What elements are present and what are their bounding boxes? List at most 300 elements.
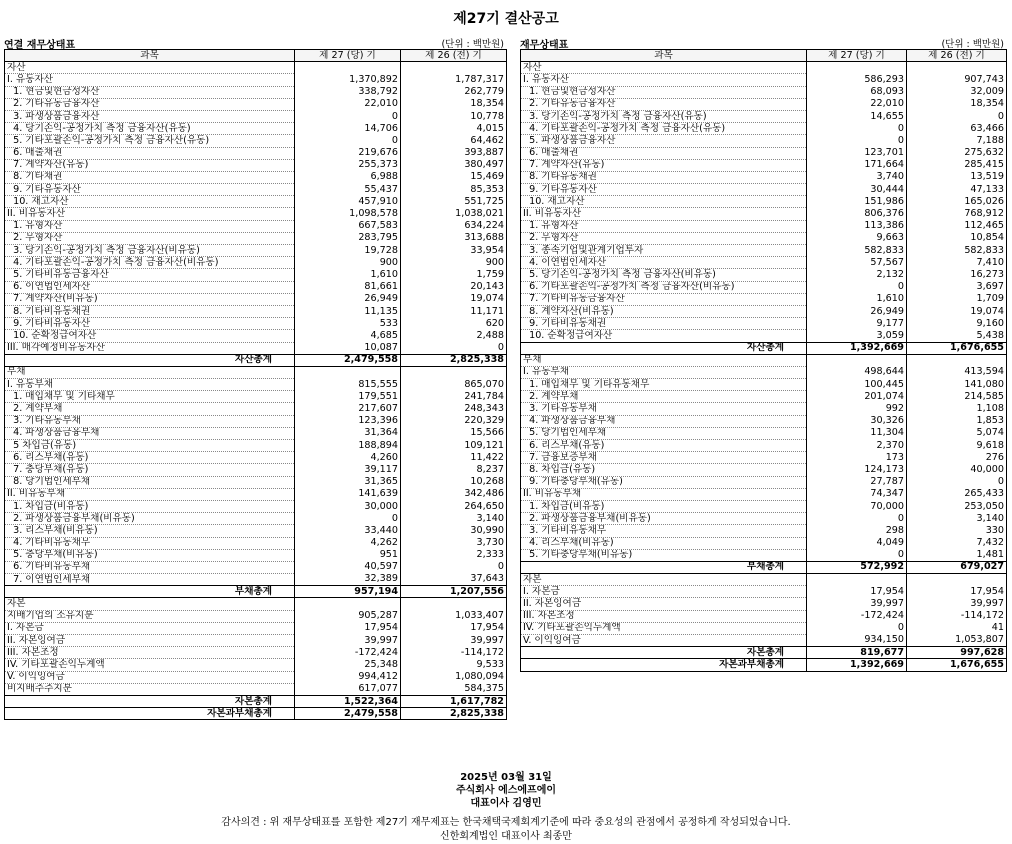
prior-period-cell: 0 [401,342,507,354]
table-row [521,293,1007,305]
account-cell: 3. 리스부채(비유동) [5,525,295,537]
current-period-cell: 1,392,669 [807,659,907,671]
current-period-cell: 0 [807,513,907,525]
table-row [5,452,507,464]
account-cell: 부채총계 [521,561,807,573]
current-period-cell: 6,988 [295,171,401,183]
current-period-cell: 0 [807,123,907,135]
prior-period-cell: 220,329 [401,415,507,427]
current-period-cell: 26,949 [295,293,401,305]
prior-period-cell: 10,778 [401,110,507,122]
table-row [5,537,507,549]
ceo-name: 대표이사 김영민 [470,798,542,809]
account-cell: 1. 유형자산 [521,220,807,232]
prior-period-cell: 620 [401,318,507,330]
table-row [521,98,1007,110]
company-name: 주식회사 에스에프에이 [455,785,557,796]
table-row [521,427,1007,439]
account-cell: 2. 무형자산 [5,232,295,244]
table-row [521,598,1007,610]
prior-period-cell: 2,825,338 [401,708,507,720]
account-cell: 5. 파생상품금융자산 [521,135,807,147]
account-cell: 6. 기타비유동부채 [5,561,295,573]
current-period-cell: 2,370 [807,440,907,452]
table-row [5,635,507,647]
table-row [521,452,1007,464]
prior-period-cell: -114,172 [907,610,1007,622]
account-cell: V. 이익잉여금 [521,635,807,647]
current-period-cell: 123,701 [807,147,907,159]
table-row [5,208,507,220]
current-period-cell [807,574,907,586]
current-period-cell: 81,661 [295,281,401,293]
account-cell: II. 자본잉여금 [521,598,807,610]
account-cell: III. 자본조정 [521,610,807,622]
table-row [5,647,507,659]
prior-period-cell: 1,207,556 [401,586,507,598]
total-row [5,695,507,707]
account-cell: 3. 기타유동부채 [5,415,295,427]
account-cell: III. 자본조정 [5,647,295,659]
prior-period-cell: 141,080 [907,379,1007,391]
announcement-date: 2025년 03월 31일 [460,772,552,783]
table-row [5,196,507,208]
current-period-cell: 1,392,669 [807,342,907,354]
table-row [521,245,1007,257]
prior-period-cell [907,354,1007,366]
current-period-cell: 22,010 [807,98,907,110]
table-row [5,257,507,269]
current-period-cell: 113,386 [807,220,907,232]
prior-period-cell: 20,143 [401,281,507,293]
table-row [5,500,507,512]
current-period-cell: 4,260 [295,452,401,464]
account-cell: 5. 기타포괄손익-공정가치 측정 금융자산(유동) [5,135,295,147]
current-period-cell: 2,479,558 [295,354,401,366]
account-cell: 자본총계 [521,647,807,659]
table-row [5,513,507,525]
prior-period-cell: 0 [401,561,507,573]
section-row [5,366,507,378]
current-period-cell: 4,049 [807,537,907,549]
current-period-cell: 0 [807,135,907,147]
table-row [5,440,507,452]
prior-period-cell: 997,628 [907,647,1007,659]
current-period-cell: 55,437 [295,184,401,196]
prior-period-cell: 393,887 [401,147,507,159]
prior-period-cell: 265,433 [907,488,1007,500]
current-period-cell: 188,894 [295,440,401,452]
table-row [521,184,1007,196]
prior-period-cell: 2,825,338 [401,354,507,366]
account-cell: 1. 차입금(비유동) [5,500,295,512]
current-period-cell: 0 [295,513,401,525]
account-cell: 6. 매출채권 [5,147,295,159]
separate-heading: 재무상태표 [520,40,569,51]
table-row [521,476,1007,488]
account-cell: 7. 금융보증부채 [521,452,807,464]
separate-unit: (단위 : 백만원) [941,39,1004,50]
account-cell: I. 자본금 [521,586,807,598]
account-cell: 1. 매입채무 및 기타유동채무 [521,379,807,391]
account-cell: 8. 계약자산(비유동) [521,305,807,317]
account-cell: I. 유동부채 [521,366,807,378]
table-row [5,245,507,257]
current-period-cell: 0 [807,281,907,293]
current-period-cell: 582,833 [807,245,907,257]
prior-period-cell: 1,108 [907,403,1007,415]
current-period-cell: 457,910 [295,196,401,208]
current-period-cell: -172,424 [295,647,401,659]
prior-period-cell: 276 [907,452,1007,464]
prior-period-cell: 33,954 [401,245,507,257]
table-row [5,98,507,110]
prior-period-cell: 11,171 [401,305,507,317]
prior-period-cell: 41 [907,622,1007,634]
table-row [521,147,1007,159]
table-row [5,379,507,391]
current-period-cell: 900 [295,257,401,269]
current-period-cell: 957,194 [295,586,401,598]
prior-period-cell: 40,000 [907,464,1007,476]
table-row [521,391,1007,403]
section-row [521,62,1007,74]
prior-period-cell: 5,438 [907,330,1007,342]
table-row [521,622,1007,634]
total-row [5,354,507,366]
account-cell: 3. 기타유동부채 [521,403,807,415]
account-cell: 10. 순확정급여자산 [5,330,295,342]
table-row [5,488,507,500]
section-row [5,62,507,74]
account-cell: 1. 현금및현금성자산 [521,86,807,98]
table-row [521,586,1007,598]
table-row [521,379,1007,391]
prior-period-cell: 37,643 [401,574,507,586]
page-title: 제27기 결산공고 [453,11,559,27]
table-row [5,671,507,683]
current-period-cell: 26,949 [807,305,907,317]
table-row [5,220,507,232]
consolidated-balance-sheet [4,36,506,720]
table-row [5,171,507,183]
current-period-cell: 1,610 [295,269,401,281]
table-row [521,318,1007,330]
current-period-cell: 1,098,578 [295,208,401,220]
account-cell: 1. 유형자산 [5,220,295,232]
table-row [521,135,1007,147]
table-row [521,220,1007,232]
table-row [5,549,507,561]
table-row [521,86,1007,98]
table-row [521,305,1007,317]
separate-table [520,49,1007,672]
account-cell: 3. 당기손익-공정가치 측정 금융자산(유동) [521,110,807,122]
table-row [5,330,507,342]
prior-period-cell [907,574,1007,586]
current-period-cell: 3,059 [807,330,907,342]
prior-period-cell: 19,074 [401,293,507,305]
table-row [5,281,507,293]
current-period-cell: 533 [295,318,401,330]
current-period-cell: 992 [807,403,907,415]
prior-period-cell: 4,015 [401,123,507,135]
current-period-cell: 2,479,558 [295,708,401,720]
prior-period-cell: 2,488 [401,330,507,342]
account-cell: IV. 기타포괄손익누계액 [521,622,807,634]
prior-period-cell: 13,519 [907,171,1007,183]
prior-period-cell: 1,038,021 [401,208,507,220]
current-period-cell: 951 [295,549,401,561]
current-period-cell: 151,986 [807,196,907,208]
prior-period-cell: 1,787,317 [401,74,507,86]
current-period-cell: 201,074 [807,391,907,403]
account-cell: 6. 매출채권 [521,147,807,159]
account-cell: 9. 기타충당부채(유동) [521,476,807,488]
account-cell: 8. 기타비유동채권 [5,305,295,317]
prior-period-cell: 3,730 [401,537,507,549]
account-cell: 7. 계약자산(유동) [5,159,295,171]
current-period-cell: 123,396 [295,415,401,427]
total-row [521,342,1007,354]
current-period-cell: 11,304 [807,427,907,439]
prior-period-cell: 1,853 [907,415,1007,427]
current-period-cell: 14,655 [807,110,907,122]
table-row [521,123,1007,135]
account-cell: II. 비유동부채 [5,488,295,500]
account-cell: 4. 기타비유동채무 [5,537,295,549]
account-cell: 7. 계약자산(유동) [521,159,807,171]
current-period-cell: 806,376 [807,208,907,220]
table-row [5,269,507,281]
prior-period-cell: 380,497 [401,159,507,171]
current-period-cell: 10,087 [295,342,401,354]
table-row [521,366,1007,378]
current-period-cell: 100,445 [807,379,907,391]
total-row [521,647,1007,659]
prior-period-cell: 63,466 [907,123,1007,135]
prior-period-cell: 39,997 [401,635,507,647]
current-period-cell: 815,555 [295,379,401,391]
account-cell: I. 유동부채 [5,379,295,391]
prior-period-cell: 9,618 [907,440,1007,452]
current-period-cell: 9,177 [807,318,907,330]
account-cell: 10. 재고자산 [5,196,295,208]
table-row [5,574,507,586]
table-row [5,86,507,98]
table-row [5,464,507,476]
table-row [521,208,1007,220]
prior-period-cell: 342,486 [401,488,507,500]
consolidated-header-row [5,50,507,62]
prior-period-cell: 19,074 [907,305,1007,317]
prior-period-cell: 1,053,807 [907,635,1007,647]
current-period-cell: 1,610 [807,293,907,305]
section-row [521,574,1007,586]
current-period-cell: 179,551 [295,391,401,403]
prior-period-cell: 214,585 [907,391,1007,403]
table-row [5,184,507,196]
account-cell: 2. 기타유동금융자산 [5,98,295,110]
prior-period-cell: 7,188 [907,135,1007,147]
current-period-cell: 39,117 [295,464,401,476]
table-row [5,561,507,573]
table-row [5,293,507,305]
account-cell: 8. 당기법인세부채 [5,476,295,488]
current-period-cell: 22,010 [295,98,401,110]
prior-period-cell: 275,632 [907,147,1007,159]
table-row [521,415,1007,427]
account-cell: II. 비유동부채 [521,488,807,500]
current-period-cell: 994,412 [295,671,401,683]
prior-period-cell: 313,688 [401,232,507,244]
prior-period-cell [401,62,507,74]
table-row [521,488,1007,500]
prior-period-cell: 768,912 [907,208,1007,220]
current-period-cell: -172,424 [807,610,907,622]
account-cell: 8. 기타채권 [5,171,295,183]
total-row [5,586,507,598]
current-period-cell: 30,326 [807,415,907,427]
account-cell: 4. 파생상품금융부채 [521,415,807,427]
table-row [521,635,1007,647]
prior-period-cell: 112,465 [907,220,1007,232]
account-cell: 6. 이연법인세자산 [5,281,295,293]
account-cell: V. 이익잉여금 [5,671,295,683]
account-cell: 9. 기타유동자산 [521,184,807,196]
account-cell: 10. 순확정급여자산 [521,330,807,342]
table-row [5,683,507,695]
account-cell: 4. 파생상품금융부채 [5,427,295,439]
account-cell: III. 매각예정비유동자산 [5,342,295,354]
account-cell: 4. 리스부채(비유동) [521,537,807,549]
account-cell: 5 차입금(유동) [5,440,295,452]
current-period-cell: 171,664 [807,159,907,171]
table-row [5,342,507,354]
current-period-cell: 283,795 [295,232,401,244]
column-header-account: 과목 [521,50,807,62]
table-row [5,525,507,537]
prior-period-cell: 1,481 [907,549,1007,561]
account-cell: I. 유동자산 [5,74,295,86]
account-cell: 6. 기타포괄손익-공정가치 측정 금융자산(비유동) [521,281,807,293]
account-cell: 10. 재고자산 [521,196,807,208]
current-period-cell: 819,677 [807,647,907,659]
account-cell: 5. 충당부채(비유동) [5,549,295,561]
account-cell: 비지배주주지분 [5,683,295,695]
prior-period-cell: 3,140 [907,513,1007,525]
account-cell: 7. 충당부채(유동) [5,464,295,476]
account-cell: 자본과부채총계 [521,659,807,671]
current-period-cell [295,62,401,74]
account-cell: I. 유동자산 [521,74,807,86]
current-period-cell: 39,997 [807,598,907,610]
account-cell: 2. 파생상품금융부채(비유동) [5,513,295,525]
table-row [521,549,1007,561]
prior-period-cell: 330 [907,525,1007,537]
prior-period-cell: 9,533 [401,659,507,671]
table-row [521,500,1007,512]
account-cell: 부채총계 [5,586,295,598]
current-period-cell: 32,389 [295,574,401,586]
prior-period-cell: 3,697 [907,281,1007,293]
table-row [5,659,507,671]
prior-period-cell: 18,354 [907,98,1007,110]
current-period-cell [807,354,907,366]
table-row [5,232,507,244]
current-period-cell: 255,373 [295,159,401,171]
current-period-cell: 572,992 [807,561,907,573]
account-cell: 1. 현금및현금성자산 [5,86,295,98]
prior-period-cell: 679,027 [907,561,1007,573]
account-cell: 부채 [5,366,295,378]
current-period-cell: 11,135 [295,305,401,317]
prior-period-cell: 39,997 [907,598,1007,610]
current-period-cell: 31,364 [295,427,401,439]
account-cell: 9. 기타비유동자산 [5,318,295,330]
prior-period-cell: 262,779 [401,86,507,98]
current-period-cell: 33,440 [295,525,401,537]
prior-period-cell: 7,410 [907,257,1007,269]
total-row [521,659,1007,671]
current-period-cell: 30,444 [807,184,907,196]
prior-period-cell: 0 [907,110,1007,122]
consolidated-unit: (단위 : 백만원) [441,39,504,50]
prior-period-cell: 1,080,094 [401,671,507,683]
table-row [521,464,1007,476]
current-period-cell: 0 [295,135,401,147]
account-cell: 9. 기타유동자산 [5,184,295,196]
consolidated-table [4,49,507,720]
account-cell: 2. 계약부채 [521,391,807,403]
prior-period-cell: 248,343 [401,403,507,415]
current-period-cell: 14,706 [295,123,401,135]
account-cell: 9. 기타비유동채권 [521,318,807,330]
account-cell: 2. 기타유동금융자산 [521,98,807,110]
prior-period-cell: 582,833 [907,245,1007,257]
prior-period-cell: 10,854 [907,232,1007,244]
current-period-cell: 9,663 [807,232,907,244]
table-row [5,391,507,403]
account-cell: 자산 [521,62,807,74]
table-row [521,330,1007,342]
table-row [5,159,507,171]
section-row [5,598,507,610]
table-row [521,281,1007,293]
table-row [5,110,507,122]
account-cell: 자본 [5,598,295,610]
account-cell: II. 비유동자산 [521,208,807,220]
account-cell: 자산 [5,62,295,74]
prior-period-cell: 551,725 [401,196,507,208]
current-period-cell [295,366,401,378]
prior-period-cell: 9,160 [907,318,1007,330]
account-cell: 7. 이연법인세부채 [5,574,295,586]
account-cell: I. 자본금 [5,622,295,634]
current-period-cell: 617,077 [295,683,401,695]
prior-period-cell: 253,050 [907,500,1007,512]
current-period-cell: 219,676 [295,147,401,159]
table-row [521,525,1007,537]
column-header-prior-period: 제 26 (전) 기 [907,50,1007,62]
current-period-cell: 57,567 [807,257,907,269]
prior-period-cell: 8,237 [401,464,507,476]
account-cell: 2. 계약부채 [5,403,295,415]
account-cell: 5. 기타충당부채(비유동) [521,549,807,561]
current-period-cell: 934,150 [807,635,907,647]
account-cell: 4. 이연법인세자산 [521,257,807,269]
table-row [5,622,507,634]
